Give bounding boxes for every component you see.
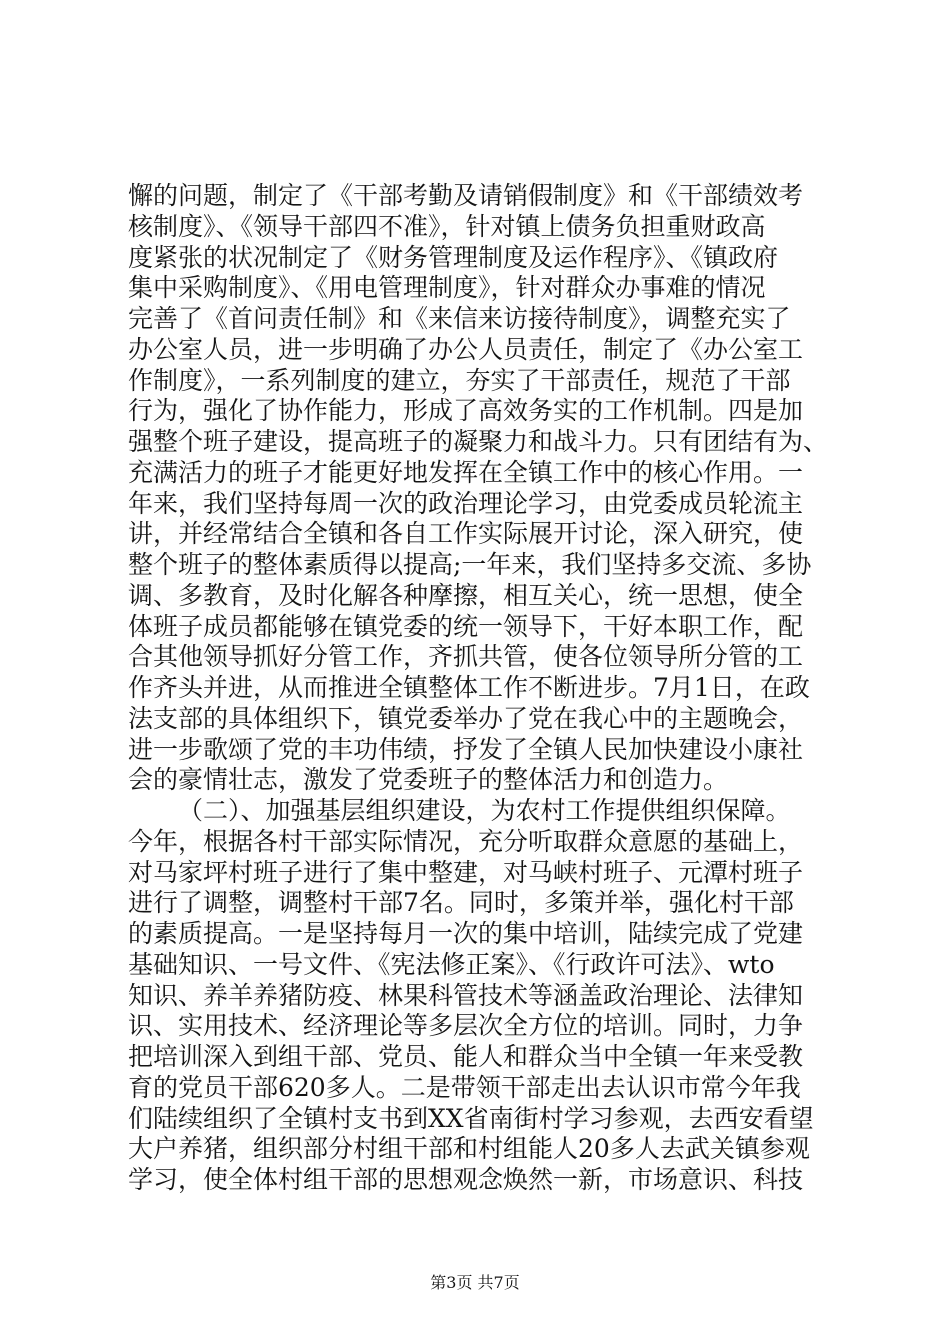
- text-line: 行为，强化了协作能力，形成了高效务实的工作机制。四是加: [128, 396, 804, 426]
- text-line: 识、实用技术、经济理论等多层次全方位的培训。同时，力争: [128, 1011, 804, 1041]
- text-line: 办公室人员，进一步明确了办公人员责任，制定了《办公室工: [128, 334, 804, 364]
- text-line: 的素质提高。一是坚持每月一次的集中培训，陆续完成了党建: [128, 919, 804, 948]
- text-line: 今年，根据各村干部实际情况，充分听取群众意愿的基础上，: [128, 826, 804, 856]
- text-line: 年来，我们坚持每周一次的政治理论学习，由党委成员轮流主: [128, 488, 804, 518]
- section-heading: （二）、加强基层组织建设，为农村工作提供组织保障。: [178, 796, 791, 825]
- body-text: [128, 181, 828, 1196]
- text-line: 合其他领导抓好分管工作，齐抓共管，使各位领导所分管的工: [128, 642, 804, 672]
- text-line: 学习，使全体村组干部的思想观念焕然一新，市场意识、科技: [128, 1165, 804, 1194]
- page-footer: [0, 1270, 950, 1293]
- text-line: 懈的问题，制定了《干部考勤及请销假制度》和《干部绩效考: [128, 181, 804, 210]
- text-line: 核制度》、《领导干部四不准》，针对镇上债务负担重财政高: [128, 211, 766, 241]
- text-line: 大户养猪，组织部分村组干部和村组能人20多人去武关镇参观: [128, 1134, 810, 1164]
- text-line: 进行了调整，调整村干部7名。同时，多策并举，强化村干部: [128, 888, 794, 918]
- text-line: 知识、养羊养猪防疫、林果科管技术等涵盖政治理论、法律知: [128, 980, 804, 1010]
- text-line: 强整个班子建设，提高班子的凝聚力和战斗力。只有团结有为、: [128, 427, 829, 456]
- text-line: 体班子成员都能够在镇党委的统一领导下，干好本职工作，配: [128, 611, 804, 641]
- text-line: 们陆续组织了全镇村支书到XX省南街村学习参观，去西安看望: [128, 1103, 814, 1133]
- text-line: 基础知识、一号文件、《宪法修正案》、《行政许可法》、wto: [128, 949, 775, 979]
- text-line: 作齐头并进，从而推进全镇整体工作不断进步。7月1日，在政: [128, 673, 810, 702]
- text-line: 法支部的具体组织下，镇党委举办了党在我心中的主题晚会，: [128, 703, 804, 733]
- text-line: 度紧张的状况制定了《财务管理制度及运作程序》、《镇政府: [128, 242, 779, 272]
- text-line: 讲，并经常结合全镇和各自工作实际展开讨论，深入研究，使: [128, 519, 804, 549]
- text-line: 作制度》，一系列制度的建立，夯实了干部责任，规范了干部: [128, 365, 791, 395]
- text-line: 会的豪情壮志，激发了党委班子的整体活力和创造力。: [128, 765, 729, 795]
- text-line: 充满活力的班子才能更好地发挥在全镇工作中的核心作用。一: [128, 457, 804, 487]
- text-line: 进一步歌颂了党的丰功伟绩，抒发了全镇人民加快建设小康社: [128, 734, 804, 764]
- text-line: 整个班子的整体素质得以提高;一年来，我们坚持多交流、多协: [128, 550, 812, 579]
- text-line: 调、多教育，及时化解各种摩擦，相互关心，统一思想，使全: [128, 580, 804, 610]
- text-line: 对马家坪村班子进行了集中整建，对马峡村班子、元潭村班子: [128, 857, 804, 887]
- text-line: 育的党员干部620多人。二是带领干部走出去认识市常今年我: [128, 1072, 801, 1102]
- page-number: 第3页 共7页: [430, 1273, 520, 1292]
- text-line: 把培训深入到组干部、党员、能人和群众当中全镇一年来受教: [128, 1042, 804, 1071]
- text-line: 完善了《首问责任制》和《来信来访接待制度》，调整充实了: [128, 304, 791, 333]
- text-line: 集中采购制度》、《用电管理制度》，针对群众办事难的情况: [128, 273, 766, 303]
